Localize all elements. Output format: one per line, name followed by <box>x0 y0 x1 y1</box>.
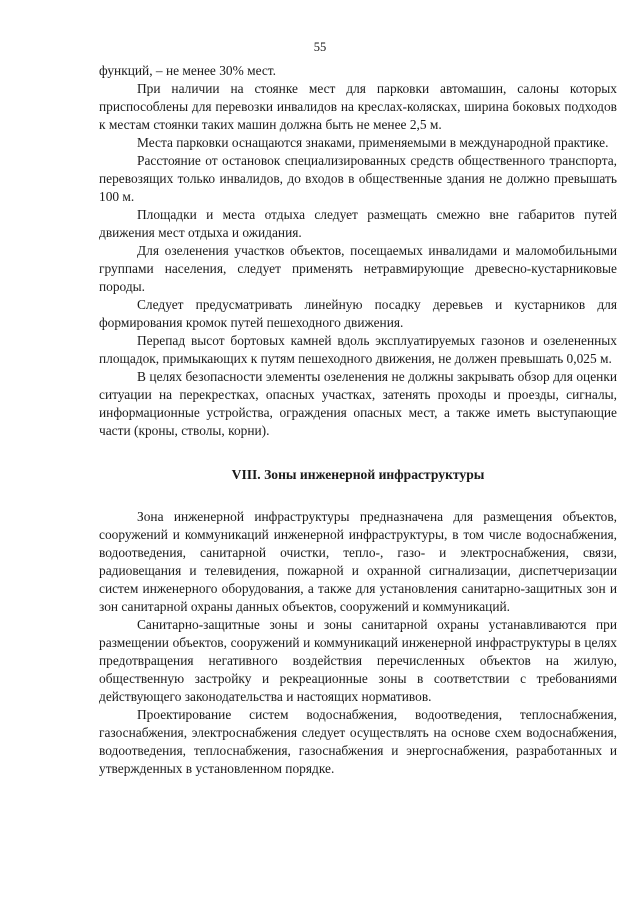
document-body <box>99 62 617 778</box>
paragraph: Санитарно-защитные зоны и зоны санитарной охраны устанавливаются при размещении объектов, сооружений и коммуникаций инженерной инфраструктуры в целях предотвращения негативного воздействия перечисленных объектов на жилую, общественную застройку и рекреационные зоны в соответствии с требованиями действующего законодательства и настоящих нормативов. <box>99 617 617 704</box>
paragraph: функций, – не менее 30% мест. <box>99 63 277 78</box>
paragraph: В целях безопасности элементы озеленения не должны закрывать обзор для оценки ситуации на перекрестках, опасных участках, затенять проходы и проезды, сигналы, информационные устройства, ограждения опасных мест, а также иметь выступающие части (кроны, стволы, корни). <box>99 369 617 438</box>
paragraph: Площадки и места отдыха следует размещать смежно вне габаритов путей движения мест отдыха и ожидания. <box>99 207 617 240</box>
section-heading: VIII. Зоны инженерной инфраструктуры <box>231 467 485 482</box>
paragraph: При наличии на стоянке мест для парковки автомашин, салоны которых приспособлены для перевозки инвалидов на креслах-колясках, ширина боковых подходов к местам стоянки таких машин должна быть не менее 2,5 м. <box>99 81 617 132</box>
paragraph: Для озеленения участков объектов, посещаемых инвалидами и маломобильными группами населения, следует применять нетравмирующие древесно-кустарниковые породы. <box>99 243 617 294</box>
paragraph: Следует предусматривать линейную посадку деревьев и кустарников для формирования кромок путей пешеходного движения. <box>99 297 617 330</box>
paragraph: Проектирование систем водоснабжения, водоотведения, теплоснабжения, газоснабжения, электроснабжения следует осуществлять на основе схем водоснабжения, водоотведения, теплоснабжения, газоснабжения и энергоснабжения, разработанных и утвержденных в установленном порядке. <box>99 707 617 776</box>
paragraph: Зона инженерной инфраструктуры предназначена для размещения объектов, сооружений и коммуникаций инженерной инфраструктуры, в том числе водоснабжения, водоотведения, санитарной очистки, тепло-, газо- и электроснабжения, связи, радиовещания и телевидения, пожарной и охранной сигнализации, диспетчеризации систем инженерного оборудования, а также для установления санитарно-защитных зон и зон санитарной охраны данных объектов, сооружений и коммуникаций. <box>99 509 617 614</box>
paragraph: Расстояние от остановок специализированных средств общественного транспорта, перевозящих только инвалидов, до входов в общественные здания не должно превышать 100 м. <box>99 153 617 204</box>
paragraph: Места парковки оснащаются знаками, применяемыми в международной практике. <box>137 135 609 150</box>
page-number: 55 <box>313 40 327 54</box>
paragraph: Перепад высот бортовых камней вдоль эксплуатируемых газонов и озелененных площадок, примыкающих к путям пешеходного движения, не должен превышать 0,025 м. <box>99 333 617 366</box>
